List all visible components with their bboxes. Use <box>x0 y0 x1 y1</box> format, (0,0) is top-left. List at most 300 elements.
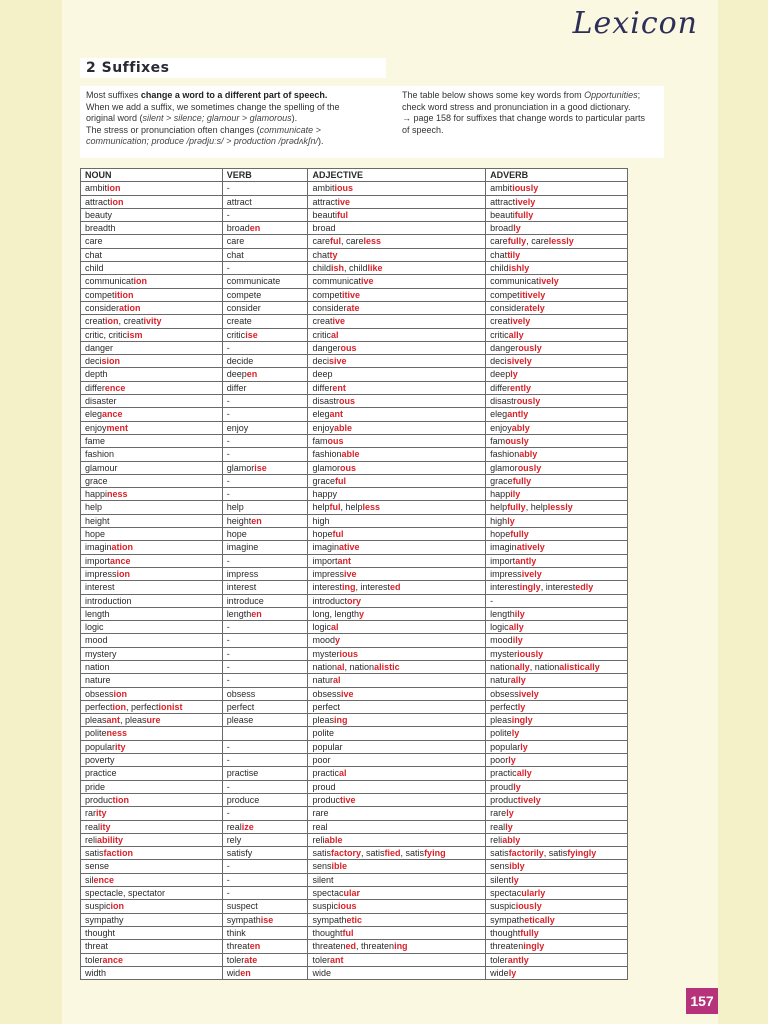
verb-cell <box>222 953 308 966</box>
adverb-cell <box>486 714 628 727</box>
table-row <box>81 222 628 235</box>
suffix-highlight: ily <box>512 635 523 646</box>
word-stem: myster <box>490 648 518 659</box>
word-stem: suspic <box>312 901 338 912</box>
verb-cell <box>222 195 308 208</box>
word-stem: enjoy <box>490 422 512 433</box>
adverb-cell <box>486 434 628 447</box>
word-stem: think <box>226 927 246 938</box>
word-stem: glamor <box>226 462 255 473</box>
adjective-cell <box>308 953 486 966</box>
word-stem: breadth <box>85 223 116 234</box>
adverb-cell <box>486 634 628 647</box>
word-stem: deci <box>85 356 102 367</box>
table-row <box>81 355 628 368</box>
word-stem: perfect <box>85 701 113 712</box>
adjective-cell <box>308 528 486 541</box>
suffix-highlight: ally <box>508 622 524 633</box>
noun-cell <box>81 208 223 221</box>
word-stem: , nation <box>344 661 375 672</box>
word-stem: toler <box>85 954 103 965</box>
suffix-highlight: ion <box>112 701 127 712</box>
verb-cell <box>222 793 308 806</box>
suffix-highlight: ion <box>107 183 121 194</box>
word-stem: attract <box>312 196 338 207</box>
word-stem: toler <box>490 954 508 965</box>
word-stem: help <box>226 502 244 513</box>
suffix-highlight: ally <box>510 675 526 686</box>
word-stem: interest <box>312 582 342 593</box>
intro-text: ; <box>637 90 641 100</box>
adverb-cell <box>486 514 628 527</box>
word-stem: depth <box>85 369 108 380</box>
word-stem: - <box>226 396 230 407</box>
word-stem: practic <box>490 768 517 779</box>
intro-text: The stress or pronunciation often changes ( <box>86 124 260 135</box>
word-stem: rare <box>312 808 329 819</box>
adverb-cell <box>486 887 628 900</box>
intro-text: Most suffixes <box>86 90 141 100</box>
word-stem: popular <box>85 741 116 752</box>
word-stem: happy <box>312 489 338 500</box>
intro-text: of speech. <box>402 124 444 135</box>
table-row <box>81 594 628 607</box>
word-stem: wid <box>226 967 241 978</box>
adverb-cell <box>486 873 628 886</box>
adjective-cell <box>308 315 486 328</box>
adjective-cell <box>308 235 486 248</box>
suffix-highlight: ion <box>113 688 128 699</box>
suffix-highlight: en <box>251 608 262 619</box>
word-stem: thought <box>312 927 343 938</box>
adjective-cell <box>308 421 486 434</box>
suffix-highlight: tily <box>507 249 521 260</box>
suffix-highlight: ion <box>105 316 119 327</box>
word-stem: differ <box>312 382 333 393</box>
adverb-cell <box>486 208 628 221</box>
noun-cell <box>81 195 223 208</box>
noun-cell <box>81 780 223 793</box>
verb-cell <box>222 461 308 474</box>
word-stem: mood <box>490 635 513 646</box>
word-stem: practise <box>226 768 259 779</box>
suffix-highlight: tive <box>340 794 356 805</box>
word-stem: suspic <box>85 901 111 912</box>
word-stem: attract <box>85 196 111 207</box>
suffix-highlight: ally <box>514 661 530 672</box>
table-row <box>81 528 628 541</box>
word-stem: grace <box>85 475 108 486</box>
noun-cell <box>81 474 223 487</box>
verb-cell <box>222 262 308 275</box>
word-stem: proud <box>312 781 336 792</box>
suffix-highlight: ious <box>339 648 358 659</box>
noun-cell <box>81 341 223 354</box>
word-stem: obsess <box>490 688 519 699</box>
noun-cell <box>81 262 223 275</box>
verb-cell <box>222 780 308 793</box>
table-row <box>81 780 628 793</box>
section-label: Lexicon <box>572 6 698 41</box>
adverb-cell <box>486 833 628 846</box>
suffix-highlight: fyingly <box>567 848 597 859</box>
verb-cell <box>222 660 308 673</box>
adverb-cell <box>486 355 628 368</box>
word-stem: - <box>226 888 230 899</box>
noun-cell <box>81 488 223 501</box>
word-stem: , creat <box>118 316 144 327</box>
suffix-highlight: ly <box>508 967 517 978</box>
verb-cell <box>222 900 308 913</box>
word-stem: , help <box>525 502 548 513</box>
word-stem: fam <box>490 435 506 446</box>
suffix-highlight: tively <box>517 794 541 805</box>
word-stem: care <box>490 236 508 247</box>
suffix-highlight: faction <box>103 848 134 859</box>
suffix-highlight: sive <box>329 356 347 367</box>
noun-cell <box>81 820 223 833</box>
adjective-cell <box>308 368 486 381</box>
noun-cell <box>81 754 223 767</box>
suffix-highlight: like <box>367 263 383 274</box>
word-stem: threat <box>226 941 250 952</box>
word-stem: impress <box>490 568 522 579</box>
table-row <box>81 940 628 953</box>
suffix-highlight: ally <box>516 768 532 779</box>
verb-cell <box>222 647 308 660</box>
suffix-highlight: ate <box>244 954 258 965</box>
word-stem: practice <box>85 768 117 779</box>
verb-cell <box>222 687 308 700</box>
word-stem: critic <box>312 329 331 340</box>
word-stem: wide <box>490 967 509 978</box>
word-stem: decide <box>226 356 254 367</box>
word-stem: sympath <box>226 914 261 925</box>
suffix-highlight: iously <box>512 183 539 194</box>
suffix-highlight: ly <box>511 874 519 885</box>
adverb-cell <box>486 262 628 275</box>
word-stem: logic <box>85 622 104 633</box>
suffix-highlight: ious <box>334 183 354 194</box>
table-row <box>81 820 628 833</box>
word-stem: danger <box>85 342 114 353</box>
word-stem: - <box>226 675 230 686</box>
suffix-highlight: ively <box>538 276 559 287</box>
word-stem: impress <box>312 568 344 579</box>
table-row <box>81 474 628 487</box>
word-stem: - <box>226 435 230 446</box>
verb-cell <box>222 275 308 288</box>
table-row <box>81 315 628 328</box>
word-stem: glamor <box>490 462 518 473</box>
word-stem: chat <box>85 249 103 260</box>
table-row <box>81 182 628 195</box>
table-row <box>81 767 628 780</box>
word-stem: introduct <box>312 595 348 606</box>
word-stem: deep <box>312 369 333 380</box>
word-stem: creat <box>312 316 333 327</box>
suffix-highlight: ively <box>518 688 539 699</box>
word-stem: grace <box>490 475 513 486</box>
verb-cell <box>222 740 308 753</box>
table-row <box>81 248 628 261</box>
suffix-highlight: ious <box>338 901 357 912</box>
word-stem: satis <box>312 848 331 859</box>
suffix-highlight: ism <box>127 329 143 340</box>
verb-cell <box>222 567 308 580</box>
word-stem: attract <box>226 196 252 207</box>
adjective-cell <box>308 621 486 634</box>
suffix-highlight: fully <box>510 529 529 540</box>
adverb-cell <box>486 448 628 461</box>
suffix-highlight: ance <box>102 954 124 965</box>
noun-cell <box>81 687 223 700</box>
adverb-cell <box>486 381 628 394</box>
adverb-cell <box>486 528 628 541</box>
adjective-cell <box>308 926 486 939</box>
adverb-cell <box>486 222 628 235</box>
adjective-cell <box>308 727 486 740</box>
suffix-highlight: ly <box>507 515 515 526</box>
suffix-highlight: ly <box>513 223 521 234</box>
table-row <box>81 793 628 806</box>
suffix-highlight: ation <box>111 542 134 553</box>
adjective-cell <box>308 501 486 514</box>
word-stem: import <box>490 555 516 566</box>
suffix-highlight: ous <box>327 435 344 446</box>
verb-cell <box>222 514 308 527</box>
suffix-highlight: ive <box>341 688 354 699</box>
noun-cell <box>81 900 223 913</box>
suffix-highlight: ate <box>346 302 360 313</box>
adjective-cell <box>308 381 486 394</box>
table-row <box>81 341 628 354</box>
adjective-cell <box>308 940 486 953</box>
verb-cell <box>222 408 308 421</box>
adjective-cell <box>308 873 486 886</box>
word-stem: real <box>312 821 328 832</box>
table-row <box>81 873 628 886</box>
adverb-cell <box>486 567 628 580</box>
verb-cell <box>222 301 308 314</box>
word-stem: critic <box>490 329 509 340</box>
noun-cell <box>81 501 223 514</box>
suffix-highlight: able <box>341 449 360 460</box>
suffix-highlight: ively <box>510 316 531 327</box>
word-stem: satis <box>490 848 509 859</box>
table-row <box>81 754 628 767</box>
table-row <box>81 301 628 314</box>
noun-cell <box>81 607 223 620</box>
suffix-highlight: less <box>363 236 382 247</box>
word-stem: obsess <box>312 688 342 699</box>
verb-cell <box>222 581 308 594</box>
suffix-highlight: ize <box>241 821 254 832</box>
section-title: 2 Suffixes <box>80 58 386 78</box>
suffix-highlight: ously <box>516 396 541 407</box>
verb-cell <box>222 381 308 394</box>
suffix-highlight: ent <box>332 382 346 393</box>
suffix-highlight: ibly <box>509 861 525 872</box>
word-stem: help <box>312 502 330 513</box>
noun-cell <box>81 634 223 647</box>
verb-cell <box>222 807 308 820</box>
verb-cell <box>222 833 308 846</box>
adverb-cell <box>486 687 628 700</box>
noun-cell <box>81 288 223 301</box>
word-stem: spectacle, spectator <box>85 888 166 899</box>
word-stem: introduction <box>85 595 132 606</box>
noun-cell <box>81 461 223 474</box>
suffix-highlight: lessly <box>548 236 574 247</box>
word-stem: threat <box>85 941 109 952</box>
suffix-highlight: atively <box>516 542 545 553</box>
suffix-highlight: ularly <box>521 888 546 899</box>
word-stem: consider <box>85 302 120 313</box>
suffix-highlight: ant <box>330 954 344 965</box>
adjective-cell <box>308 754 486 767</box>
verb-cell <box>222 700 308 713</box>
noun-cell <box>81 647 223 660</box>
noun-cell <box>81 301 223 314</box>
verb-cell <box>222 940 308 953</box>
noun-cell <box>81 554 223 567</box>
intro-bold: change a word to a different part of speech. <box>140 90 328 100</box>
noun-cell <box>81 248 223 261</box>
word-stem: imagin <box>312 542 339 553</box>
adverb-cell <box>486 195 628 208</box>
suffix-highlight: ously <box>505 435 529 446</box>
adverb-cell <box>486 301 628 314</box>
verb-cell <box>222 754 308 767</box>
word-stem: sympath <box>312 914 347 925</box>
suffix-highlight: en <box>251 515 262 526</box>
suffix-highlight: ingly <box>523 941 545 952</box>
suffix-highlight: en <box>249 223 261 234</box>
adverb-cell <box>486 820 628 833</box>
intro-text: original word ( <box>86 113 143 123</box>
intro-text: ). <box>318 136 324 146</box>
suffix-highlight: able <box>324 834 343 845</box>
adverb-cell <box>486 594 628 607</box>
word-stem: deci <box>312 356 329 367</box>
suffix-highlight: iously <box>515 901 542 912</box>
noun-cell <box>81 740 223 753</box>
suffix-highlight: ive <box>337 196 351 207</box>
word-stem: pleas <box>312 715 334 726</box>
word-stem: consider <box>226 302 261 313</box>
suffix-highlight: ing <box>394 941 408 952</box>
verb-cell <box>222 395 308 408</box>
noun-cell <box>81 940 223 953</box>
table-row <box>81 674 628 687</box>
word-stem: enjoy <box>85 422 107 433</box>
word-stem: create <box>226 316 252 327</box>
word-stem: child <box>312 263 331 274</box>
table-row <box>81 554 628 567</box>
table-row <box>81 567 628 580</box>
suffix-highlight: ing <box>334 715 348 726</box>
word-stem: eleg <box>85 409 103 420</box>
suffix-highlight: ation <box>119 302 141 313</box>
adjective-cell <box>308 847 486 860</box>
suffix-highlight: fully <box>520 927 539 938</box>
word-stem: glamor <box>312 462 340 473</box>
table-row <box>81 714 628 727</box>
suffix-highlight: ty <box>329 249 338 260</box>
suffix-highlight: al <box>339 768 347 779</box>
adjective-cell <box>308 474 486 487</box>
adverb-cell <box>486 501 628 514</box>
adverb-cell <box>486 913 628 926</box>
adjective-cell <box>308 807 486 820</box>
adjective-cell <box>308 833 486 846</box>
suffix-highlight: ion <box>133 276 148 287</box>
verb-cell <box>222 767 308 780</box>
noun-cell <box>81 408 223 421</box>
word-stem: beauti <box>490 209 515 220</box>
adjective-cell <box>308 780 486 793</box>
word-stem: interest <box>85 582 115 593</box>
adjective-cell <box>308 674 486 687</box>
verb-cell <box>222 501 308 514</box>
noun-cell <box>81 913 223 926</box>
word-stem: creat <box>490 316 511 327</box>
suffix-highlight: fully <box>507 236 527 247</box>
table-row <box>81 421 628 434</box>
word-stem: real <box>226 821 242 832</box>
word-stem: chat <box>490 249 508 260</box>
word-stem: ambit <box>312 183 335 194</box>
word-stem: - <box>490 595 494 606</box>
word-stem: pride <box>85 781 106 792</box>
word-stem: creat <box>85 316 106 327</box>
adverb-cell <box>486 182 628 195</box>
suffix-highlight: ive <box>332 316 346 327</box>
word-stem: reli <box>312 834 325 845</box>
word-stem: spectac <box>490 888 522 899</box>
suffix-highlight: ivity <box>143 316 162 327</box>
header-adjective: ADJECTIVE <box>308 169 486 182</box>
suffix-highlight: ance <box>102 409 123 420</box>
intro-text: When we add a suffix, we sometimes change the spelling of the <box>86 101 340 112</box>
table-row <box>81 408 628 421</box>
suffix-highlight: al <box>333 675 341 686</box>
word-stem: enjoy <box>312 422 334 433</box>
suffix-highlight: ed <box>345 941 357 952</box>
word-stem: mystery <box>85 648 117 659</box>
adverb-cell <box>486 581 628 594</box>
word-stem: help <box>490 502 508 513</box>
word-stem: compet <box>312 289 342 300</box>
adverb-cell <box>486 674 628 687</box>
noun-cell <box>81 328 223 341</box>
adjective-cell <box>308 208 486 221</box>
word-stem: perfect <box>226 701 255 712</box>
adjective-cell <box>308 408 486 421</box>
word-stem: height <box>85 515 110 526</box>
word-stem: toler <box>226 954 245 965</box>
page-number: 157 <box>686 988 718 1014</box>
word-stem: silent <box>490 874 512 885</box>
table-row <box>81 847 628 860</box>
word-stem: fam <box>312 435 328 446</box>
word-stem: differ <box>226 382 247 393</box>
suffix-highlight: ful <box>335 475 346 486</box>
word-stem: popular <box>490 741 521 752</box>
suffix-highlight: ly <box>517 701 526 712</box>
table-row <box>81 966 628 979</box>
